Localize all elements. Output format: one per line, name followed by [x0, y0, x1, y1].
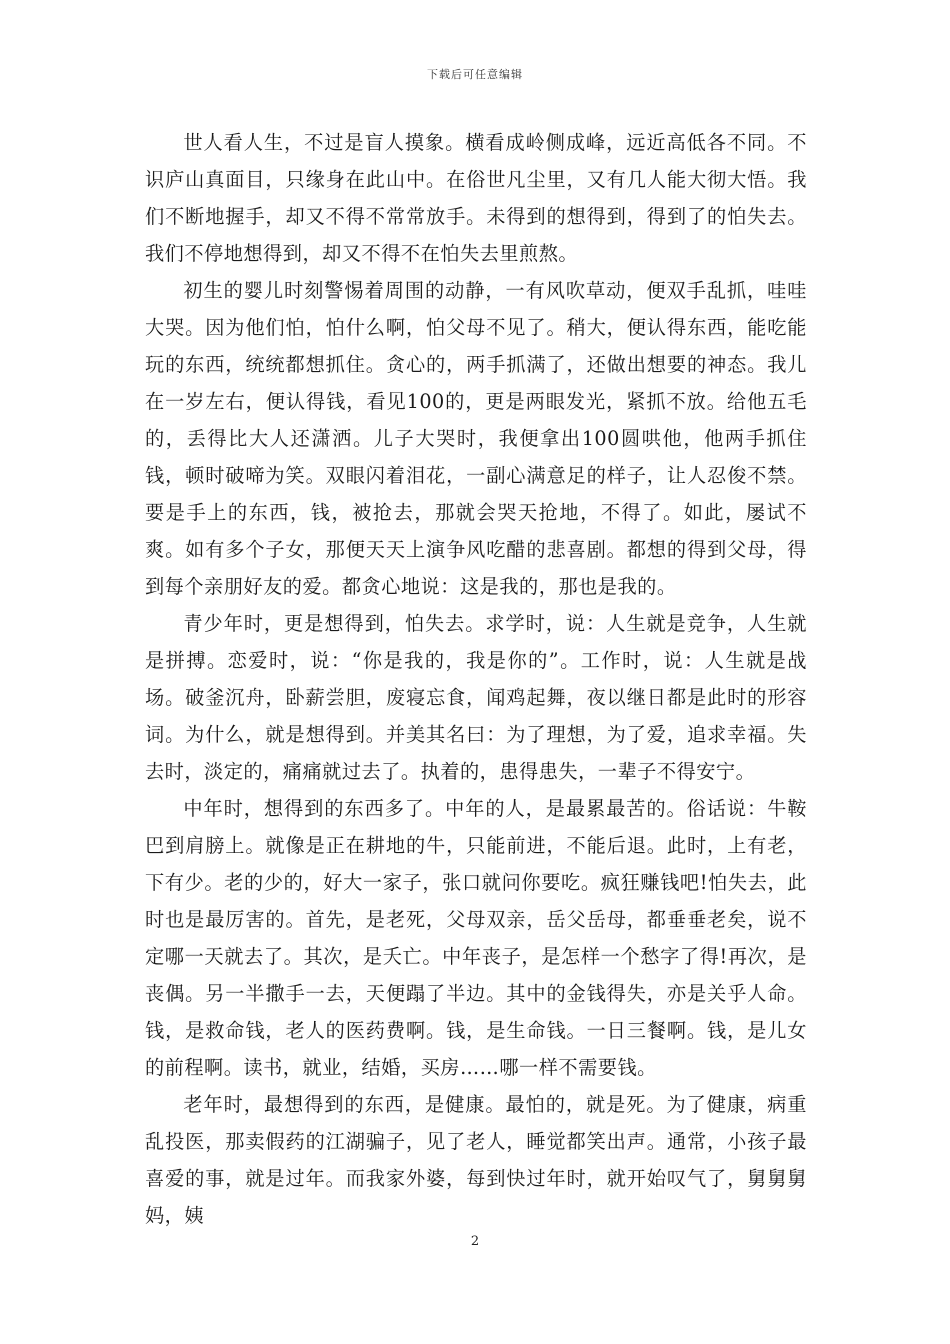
paragraph-3: 青少年时，更是想得到，怕失去。求学时，说：人生就是竞争，人生就是拼搏。恋爱时，说：“你是我的，我是你的”。工作时，说：人生就是战场。破釜沉舟，卧薪尝胆，废寝忘食，闻鸡起舞，夜以继日都是此时的形容词。为什么，就是想得到。并美其名曰：为了理想，为了爱，追求幸福。失去时，淡定的，痛痛就过去了。执着的，患得患失，一辈子不得安宁。 — [145, 612, 807, 783]
document-body — [145, 124, 807, 1234]
page-number: 2 — [470, 1234, 480, 1249]
paragraph-4: 中年时，想得到的东西多了。中年的人，是最累最苦的。俗话说：牛鞍巴到肩膀上。就像是正在耕地的牛，只能前进，不能后退。此时，上有老，下有少。老的少的，好大一家子，张口就问你要吃。疯狂赚钱吧!怕失去，此时也是最厉害的。首先，是老死，父母双亲，岳父岳母，都垂垂老矣，说不定哪一天就去了。其次，是夭亡。中年丧子，是怎样一个愁字了得!再次，是丧偶。另一半撒手一去，天便蹋了半边。其中的金钱得失，亦是关乎人命。钱，是救命钱，老人的医药费啊。钱，是生命钱。一日三餐啊。钱，是儿女的前程啊。读书，就业，结婚，买房……哪一样不需要钱。 — [145, 797, 807, 1079]
paragraph-5: 老年时，最想得到的东西，是健康。最怕的，就是死。为了健康，病重乱投医，那卖假药的江湖骗子，见了老人，睡觉都笑出声。通常，小孩子最喜爱的事，就是过年。而我家外婆，每到快过年时，就开始叹气了，舅舅舅妈，姨 — [145, 1093, 807, 1227]
page-header: 下载后可任意编辑 — [427, 68, 523, 81]
paragraph-2: 初生的婴儿时刻警惕着周围的动静，一有风吹草动，便双手乱抓，哇哇大哭。因为他们怕，怕什么啊，怕父母不见了。稍大，便认得东西，能吃能玩的东西，统统都想抓住。贪心的，两手抓满了，还做出想要的神态。我儿在一岁左右，便认得钱，看见100的，更是两眼发光，紧抓不放。给他五毛的，丢得比大人还潇洒。儿子大哭时，我便拿出100圆哄他，他两手抓住钱，顿时破啼为笑。双眼闪着泪花，一副心满意足的样子，让人忍俊不禁。要是手上的东西，钱，被抢去，那就会哭天抢地，不得了。如此，屡试不爽。如有多个子女，那便天天上演争风吃醋的悲喜剧。都想的得到父母，得到每个亲朋好友的爱。都贪心地说：这是我的，那也是我的。 — [145, 279, 807, 598]
paragraph-1: 世人看人生，不过是盲人摸象。横看成岭侧成峰，远近高低各不同。不识庐山真面目，只缘身在此山中。在俗世凡尘里，又有几人能大彻大悟。我们不断地握手，却又不得不常常放手。未得到的想得到，得到了的怕失去。我们不停地想得到，却又不得不在怕失去里煎熬。 — [145, 131, 807, 265]
